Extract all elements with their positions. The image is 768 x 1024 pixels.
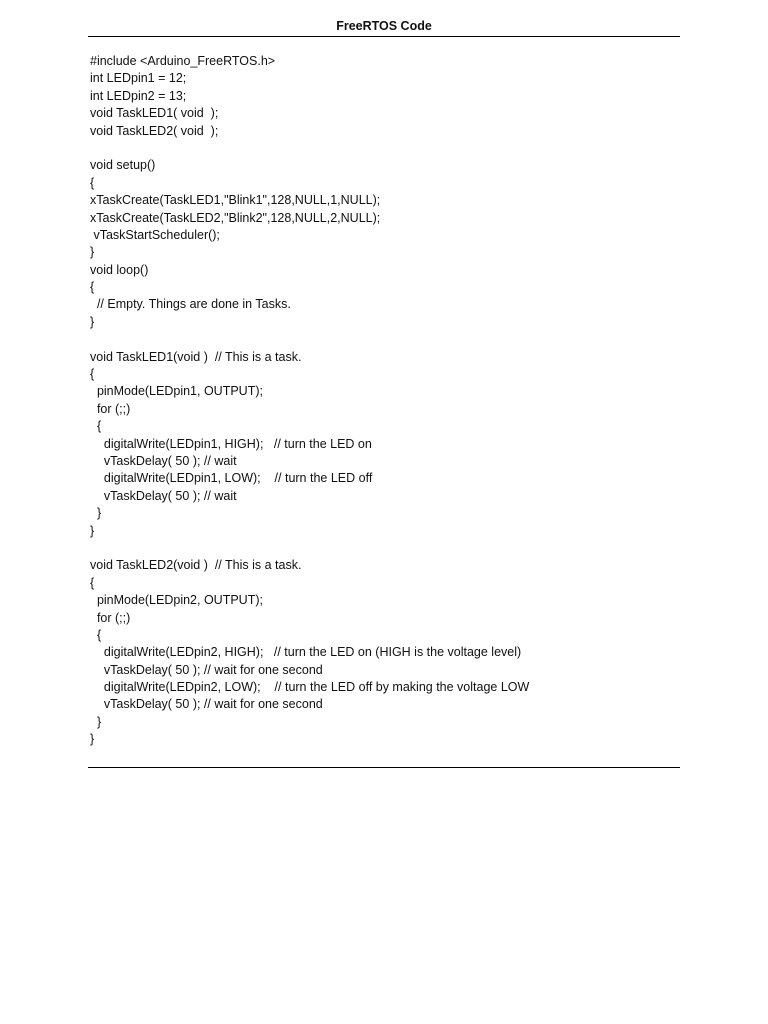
code-line: pinMode(LEDpin2, OUTPUT);: [90, 593, 263, 608]
code-line: {: [90, 575, 95, 590]
code-line: void setup(): [90, 158, 156, 173]
code-line: }: [90, 506, 102, 521]
code-line: vTaskDelay( 50 ); // wait for one second: [90, 662, 323, 677]
code-line: void TaskLED2(void ) // This is a task.: [90, 558, 302, 573]
code-block: [90, 53, 675, 749]
code-line: {: [90, 419, 102, 434]
code-line: [90, 331, 675, 348]
code-line: vTaskDelay( 50 ); // wait: [90, 488, 237, 503]
code-line: digitalWrite(LEDpin1, HIGH); // turn the LED on: [90, 436, 372, 451]
code-line: void TaskLED2( void );: [90, 123, 219, 138]
code-line: }: [90, 714, 102, 729]
code-line: {: [90, 367, 95, 382]
code-line: // Empty. Things are done in Tasks.: [90, 297, 291, 312]
code-line: }: [90, 314, 95, 329]
code-line: #include <Arduino_FreeRTOS.h>: [90, 54, 276, 68]
code-line: {: [90, 175, 95, 190]
code-line: }: [90, 245, 95, 260]
code-line: digitalWrite(LEDpin1, LOW); // turn the LED off: [90, 471, 373, 486]
code-line: [90, 140, 675, 157]
code-line: xTaskCreate(TaskLED2,"Blink2",128,NULL,2,NULL);: [90, 210, 381, 225]
code-line: digitalWrite(LEDpin2, HIGH); // turn the LED on (HIGH is the voltage level): [90, 645, 522, 660]
code-line: void loop(): [90, 262, 149, 277]
code-line: for (;;): [90, 401, 131, 416]
code-line: digitalWrite(LEDpin2, LOW); // turn the LED off by making the voltage LOW: [90, 680, 530, 695]
code-line: vTaskStartScheduler();: [90, 227, 220, 242]
code-line: int LEDpin2 = 13;: [90, 88, 187, 103]
document-title: FreeRTOS Code: [336, 19, 432, 33]
code-line: vTaskDelay( 50 ); // wait: [90, 453, 237, 468]
code-line: for (;;): [90, 610, 131, 625]
code-line: void TaskLED1( void );: [90, 106, 219, 121]
code-line: pinMode(LEDpin1, OUTPUT);: [90, 384, 263, 399]
code-line: {: [90, 280, 95, 295]
code-line: vTaskDelay( 50 ); // wait for one second: [90, 697, 323, 712]
code-line: [90, 540, 675, 557]
code-line: {: [90, 627, 102, 642]
code-line: }: [90, 523, 95, 538]
top-divider: [88, 36, 680, 37]
bottom-divider: [88, 767, 680, 768]
code-line: }: [90, 732, 95, 747]
code-line: xTaskCreate(TaskLED1,"Blink1",128,NULL,1,NULL);: [90, 193, 381, 208]
code-line: int LEDpin1 = 12;: [90, 71, 187, 86]
code-line: void TaskLED1(void ) // This is a task.: [90, 349, 302, 364]
